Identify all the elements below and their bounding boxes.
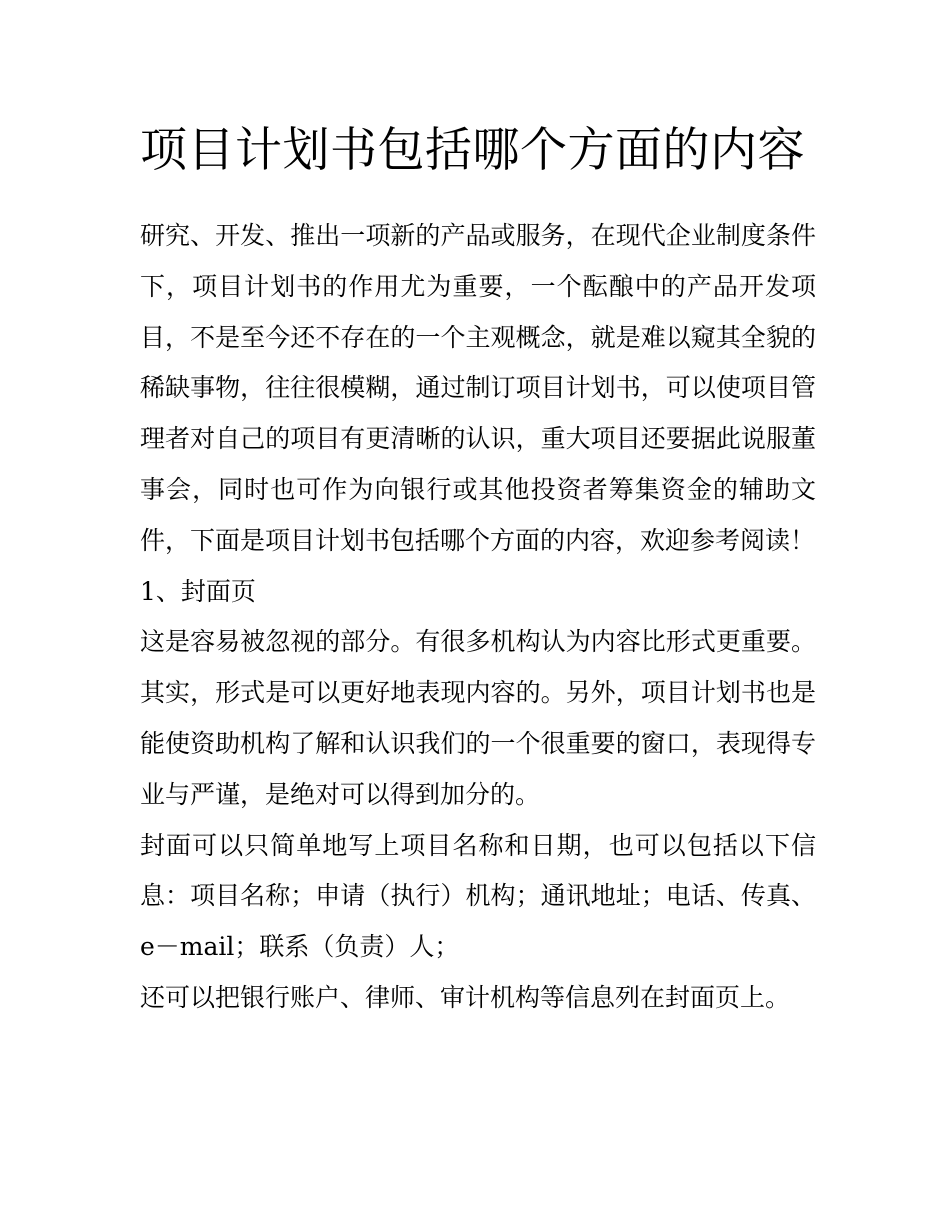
cover-page-importance-paragraph: 这是容易被忽视的部分。有很多机构认为内容比形式更重要。其实，形式是可以更好地表现内容的。另外，项目计划书也是能使资助机构了解和认识我们的一个很重要的窗口，表现得专业与严谨，是绝对可以得到加分的。 [140,627,816,809]
cover-page-info-paragraph: 封面可以只简单地写上项目名称和日期，也可以包括以下信息：项目名称；申请（执行）机构；通讯地址；电话、传真、e－mail；联系（负责）人； [140,830,816,962]
cover-page-extra-paragraph: 还可以把银行账户、律师、审计机构等信息列在封面页上。 [140,982,791,1012]
document-title: 项目计划书包括哪个方面的内容 [140,123,805,178]
document-body [140,112,816,1024]
section-heading-cover-page: 1、封面页 [140,576,256,606]
intro-paragraph: 研究、开发、推出一项新的产品或服务，在现代企业制度条件下，项目计划书的作用尤为重要，一个酝酿中的产品开发项目，不是至今还不存在的一个主观概念，就是难以窥其全貌的稀缺事物，往往很模糊，通过制订项目计划书，可以使项目管理者对自己的项目有更清晰的认识，重大项目还要据此说服董事会，同时也可作为向银行或其他投资者筹集资金的辅助文件，下面是项目计划书包括哪个方面的内容，欢迎参考阅读！ [140,221,816,555]
